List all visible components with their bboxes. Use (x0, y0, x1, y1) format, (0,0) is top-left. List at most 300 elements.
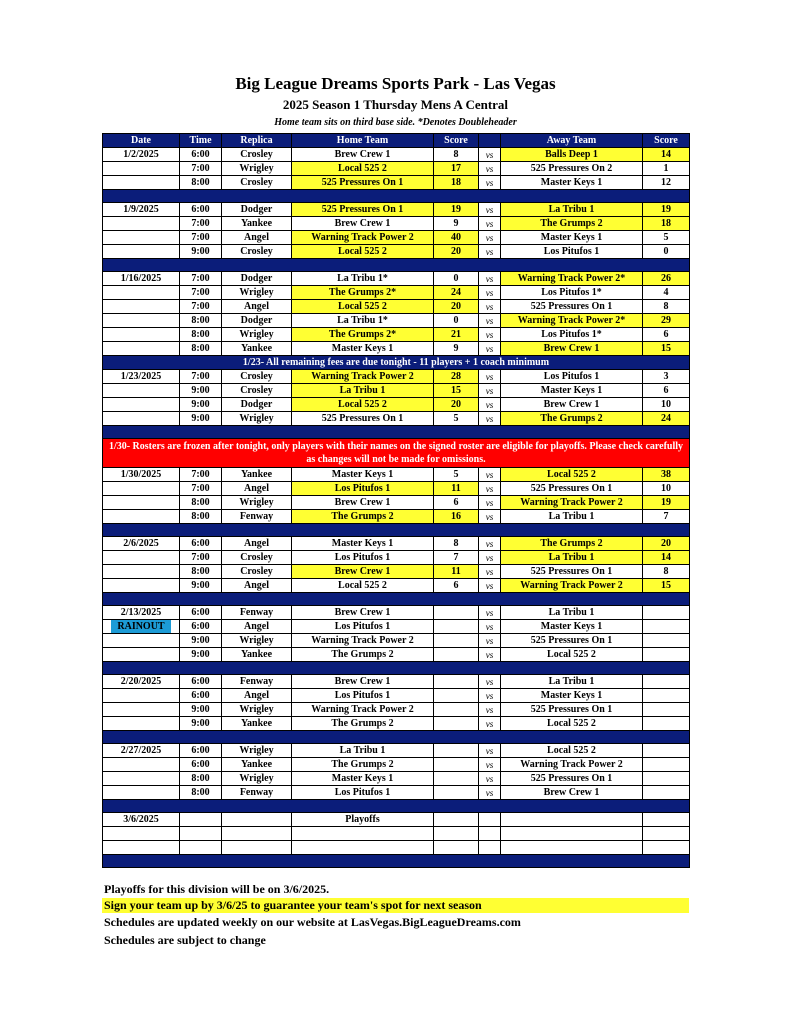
home-team-cell: Local 525 2 (292, 162, 434, 176)
time-cell: 6:00 (180, 203, 222, 217)
away-team-cell: Warning Track Power 2 (501, 579, 643, 593)
game-row (103, 245, 690, 259)
replica-cell: Fenway (222, 606, 292, 620)
vs-cell: vs (479, 412, 501, 426)
time-cell: 9:00 (180, 398, 222, 412)
date-cell (103, 565, 180, 579)
date-cell (103, 412, 180, 426)
col-time: Time (180, 134, 222, 148)
vs-cell: vs (479, 496, 501, 510)
separator-cell (103, 524, 690, 537)
date-cell (103, 841, 180, 855)
away-team-cell: Master Keys 1 (501, 231, 643, 245)
vs-cell: vs (479, 648, 501, 662)
game-row (103, 537, 690, 551)
home-team-cell: The Grumps 2* (292, 328, 434, 342)
home-team-cell: 525 Pressures On 1 (292, 203, 434, 217)
game-row (103, 703, 690, 717)
date-cell (103, 176, 180, 190)
home-team-cell: Los Pitufos 1 (292, 689, 434, 703)
home-score-cell (434, 606, 479, 620)
time-cell: 8:00 (180, 772, 222, 786)
replica-cell: Dodger (222, 314, 292, 328)
date-cell: 1/16/2025 (103, 272, 180, 286)
time-cell: 8:00 (180, 314, 222, 328)
separator-cell (103, 855, 690, 868)
home-score-cell: 21 (434, 328, 479, 342)
game-row (103, 398, 690, 412)
away-team-cell: Los Pitufos 1* (501, 286, 643, 300)
replica-cell: Crosley (222, 245, 292, 259)
home-team-cell: Local 525 2 (292, 398, 434, 412)
game-row (103, 162, 690, 176)
col-home-score: Score (434, 134, 479, 148)
date-cell (103, 648, 180, 662)
vs-cell: vs (479, 551, 501, 565)
game-row (103, 272, 690, 286)
vs-cell: vs (479, 286, 501, 300)
time-cell: 6:00 (180, 675, 222, 689)
replica-cell: Crosley (222, 551, 292, 565)
replica-cell: Dodger (222, 398, 292, 412)
time-cell: 6:00 (180, 744, 222, 758)
date-cell (103, 398, 180, 412)
away-score-cell: 1 (643, 162, 690, 176)
date-cell (103, 689, 180, 703)
replica-cell: Dodger (222, 272, 292, 286)
date-cell: 2/27/2025 (103, 744, 180, 758)
away-score-cell: 8 (643, 300, 690, 314)
away-team-cell: 525 Pressures On 1 (501, 634, 643, 648)
home-team-cell: Master Keys 1 (292, 537, 434, 551)
away-score-cell: 15 (643, 342, 690, 356)
vs-cell: vs (479, 717, 501, 731)
replica-cell: Crosley (222, 148, 292, 162)
away-score-cell (643, 675, 690, 689)
away-team-cell: 525 Pressures On 2 (501, 162, 643, 176)
replica-cell: Crosley (222, 370, 292, 384)
replica-cell: Wrigley (222, 744, 292, 758)
date-cell (103, 496, 180, 510)
away-score-cell (643, 689, 690, 703)
away-team-cell: Master Keys 1 (501, 384, 643, 398)
replica-cell (222, 841, 292, 855)
date-cell: 1/30/2025 (103, 468, 180, 482)
replica-cell: Wrigley (222, 634, 292, 648)
replica-cell: Crosley (222, 384, 292, 398)
date-cell (103, 579, 180, 593)
page-title: Big League Dreams Sports Park - Las Vegas (235, 74, 556, 93)
away-score-cell: 18 (643, 217, 690, 231)
away-score-cell: 10 (643, 398, 690, 412)
away-score-cell (643, 758, 690, 772)
separator-cell (103, 426, 690, 439)
home-score-cell: 6 (434, 496, 479, 510)
alert-note-row (103, 439, 690, 468)
time-cell: 8:00 (180, 496, 222, 510)
vs-cell: vs (479, 620, 501, 634)
away-team-cell: Brew Crew 1 (501, 398, 643, 412)
away-score-cell (643, 703, 690, 717)
home-team-cell: Warning Track Power 2 (292, 231, 434, 245)
home-team-cell: 525 Pressures On 1 (292, 176, 434, 190)
replica-cell: Fenway (222, 510, 292, 524)
game-row (103, 176, 690, 190)
vs-cell: vs (479, 148, 501, 162)
away-team-cell: La Tribu 1 (501, 203, 643, 217)
date-cell (103, 300, 180, 314)
away-team-cell: 525 Pressures On 1 (501, 703, 643, 717)
vs-cell: vs (479, 537, 501, 551)
date-cell (103, 634, 180, 648)
away-score-cell (643, 772, 690, 786)
time-cell: 7:00 (180, 468, 222, 482)
home-team-cell: 525 Pressures On 1 (292, 412, 434, 426)
home-team-cell: Playoffs (292, 813, 434, 827)
date-cell (103, 551, 180, 565)
replica-cell: Angel (222, 482, 292, 496)
vs-cell: vs (479, 370, 501, 384)
footer-change-note: Schedules are subject to change (104, 933, 266, 947)
date-cell (103, 162, 180, 176)
replica-cell: Yankee (222, 468, 292, 482)
date-cell (103, 620, 180, 634)
home-score-cell (434, 634, 479, 648)
date-cell: 2/20/2025 (103, 675, 180, 689)
away-team-cell: Los Pitufos 1 (501, 370, 643, 384)
home-team-cell: Warning Track Power 2 (292, 370, 434, 384)
game-row (103, 717, 690, 731)
vs-cell (479, 813, 501, 827)
game-row (103, 620, 690, 634)
home-score-cell: 18 (434, 176, 479, 190)
away-score-cell: 15 (643, 579, 690, 593)
col-replica: Replica (222, 134, 292, 148)
separator-cell (103, 190, 690, 203)
replica-cell: Angel (222, 300, 292, 314)
vs-cell: vs (479, 744, 501, 758)
away-team-cell: Balls Deep 1 (501, 148, 643, 162)
away-score-cell: 0 (643, 245, 690, 259)
time-cell: 8:00 (180, 565, 222, 579)
date-cell (103, 328, 180, 342)
home-score-cell: 11 (434, 565, 479, 579)
game-row (103, 300, 690, 314)
replica-cell: Yankee (222, 342, 292, 356)
date-cell (103, 758, 180, 772)
game-row (103, 217, 690, 231)
away-score-cell (643, 648, 690, 662)
col-away-score: Score (643, 134, 690, 148)
home-team-cell (292, 827, 434, 841)
separator-row (103, 800, 690, 813)
home-team-cell: Brew Crew 1 (292, 217, 434, 231)
home-team-cell: Brew Crew 1 (292, 565, 434, 579)
away-team-cell: La Tribu 1 (501, 606, 643, 620)
away-score-cell: 29 (643, 314, 690, 328)
vs-cell: vs (479, 703, 501, 717)
date-cell: 1/23/2025 (103, 370, 180, 384)
away-team-cell: La Tribu 1 (501, 551, 643, 565)
away-score-cell: 26 (643, 272, 690, 286)
home-team-cell: Brew Crew 1 (292, 496, 434, 510)
vs-cell: vs (479, 398, 501, 412)
date-cell: 1/2/2025 (103, 148, 180, 162)
home-score-cell: 0 (434, 314, 479, 328)
game-row (103, 813, 690, 827)
time-cell: 9:00 (180, 579, 222, 593)
game-row (103, 772, 690, 786)
vs-cell: vs (479, 689, 501, 703)
home-score-cell: 40 (434, 231, 479, 245)
game-row (103, 758, 690, 772)
game-row (103, 148, 690, 162)
separator-row (103, 662, 690, 675)
footer-playoffs-note: Playoffs for this division will be on 3/6/2025. (104, 882, 330, 896)
time-cell: 9:00 (180, 648, 222, 662)
vs-cell: vs (479, 342, 501, 356)
header-row (103, 134, 690, 148)
separator-cell (103, 800, 690, 813)
page-subtitle: 2025 Season 1 Thursday Mens A Central (282, 97, 509, 112)
away-team-cell: The Grumps 2 (501, 537, 643, 551)
home-score-cell (434, 827, 479, 841)
game-row (103, 551, 690, 565)
vs-cell: vs (479, 634, 501, 648)
home-team-cell: Local 525 2 (292, 579, 434, 593)
vs-cell (479, 827, 501, 841)
away-score-cell (643, 813, 690, 827)
away-team-cell: Master Keys 1 (501, 620, 643, 634)
home-team-cell: La Tribu 1* (292, 272, 434, 286)
vs-cell: vs (479, 245, 501, 259)
away-team-cell: Local 525 2 (501, 744, 643, 758)
date-cell (103, 482, 180, 496)
away-team-cell: Los Pitufos 1* (501, 328, 643, 342)
away-team-cell: Local 525 2 (501, 648, 643, 662)
home-score-cell: 5 (434, 468, 479, 482)
away-team-cell: 525 Pressures On 1 (501, 482, 643, 496)
vs-cell: vs (479, 579, 501, 593)
game-row (103, 496, 690, 510)
date-cell (103, 342, 180, 356)
away-score-cell: 20 (643, 537, 690, 551)
home-team-cell (292, 841, 434, 855)
away-team-cell (501, 813, 643, 827)
away-team-cell: Warning Track Power 2 (501, 496, 643, 510)
home-score-cell: 9 (434, 342, 479, 356)
away-team-cell: 525 Pressures On 1 (501, 300, 643, 314)
vs-cell: vs (479, 510, 501, 524)
game-row (103, 231, 690, 245)
home-score-cell: 28 (434, 370, 479, 384)
fee-note-row (103, 356, 690, 370)
vs-cell: vs (479, 565, 501, 579)
vs-cell: vs (479, 675, 501, 689)
col-vs (479, 134, 501, 148)
replica-cell: Angel (222, 620, 292, 634)
time-cell: 6:00 (180, 620, 222, 634)
game-row (103, 510, 690, 524)
game-row (103, 203, 690, 217)
game-row (103, 370, 690, 384)
away-team-cell: Warning Track Power 2* (501, 314, 643, 328)
home-score-cell: 24 (434, 286, 479, 300)
game-row (103, 342, 690, 356)
time-cell: 8:00 (180, 342, 222, 356)
vs-cell: vs (479, 384, 501, 398)
col-away-team: Away Team (501, 134, 643, 148)
date-cell (103, 384, 180, 398)
home-score-cell: 20 (434, 398, 479, 412)
away-score-cell: 24 (643, 412, 690, 426)
game-row (103, 827, 690, 841)
separator-row (103, 190, 690, 203)
away-score-cell: 6 (643, 384, 690, 398)
time-cell: 8:00 (180, 510, 222, 524)
date-cell (103, 703, 180, 717)
home-team-cell: Brew Crew 1 (292, 148, 434, 162)
home-team-cell: Los Pitufos 1 (292, 786, 434, 800)
away-score-cell: 19 (643, 203, 690, 217)
away-team-cell: Warning Track Power 2 (501, 758, 643, 772)
vs-cell: vs (479, 272, 501, 286)
game-row (103, 648, 690, 662)
replica-cell: Wrigley (222, 162, 292, 176)
time-cell: 8:00 (180, 786, 222, 800)
replica-cell: Yankee (222, 717, 292, 731)
away-team-cell (501, 841, 643, 855)
replica-cell (222, 827, 292, 841)
replica-cell: Crosley (222, 176, 292, 190)
home-team-cell: La Tribu 1 (292, 384, 434, 398)
game-row (103, 606, 690, 620)
game-row (103, 384, 690, 398)
away-team-cell: The Grumps 2 (501, 412, 643, 426)
home-team-cell: Los Pitufos 1 (292, 620, 434, 634)
game-row (103, 328, 690, 342)
home-score-cell: 5 (434, 412, 479, 426)
away-score-cell: 4 (643, 286, 690, 300)
time-cell: 9:00 (180, 717, 222, 731)
game-row (103, 412, 690, 426)
away-team-cell: Brew Crew 1 (501, 342, 643, 356)
separator-cell (103, 662, 690, 675)
home-team-cell: Master Keys 1 (292, 468, 434, 482)
separator-cell (103, 593, 690, 606)
away-score-cell: 8 (643, 565, 690, 579)
home-team-cell: Brew Crew 1 (292, 606, 434, 620)
time-cell: 7:00 (180, 286, 222, 300)
date-cell (103, 245, 180, 259)
home-score-cell: 20 (434, 300, 479, 314)
home-score-cell: 9 (434, 217, 479, 231)
away-score-cell (643, 827, 690, 841)
away-score-cell: 3 (643, 370, 690, 384)
date-cell (103, 231, 180, 245)
game-row (103, 286, 690, 300)
away-team-cell: 525 Pressures On 1 (501, 565, 643, 579)
date-cell: 1/9/2025 (103, 203, 180, 217)
home-score-cell: 0 (434, 272, 479, 286)
home-team-cell: The Grumps 2 (292, 648, 434, 662)
home-score-cell: 8 (434, 537, 479, 551)
date-cell (103, 786, 180, 800)
home-score-cell (434, 675, 479, 689)
time-cell (180, 827, 222, 841)
separator-cell (103, 259, 690, 272)
game-row (103, 675, 690, 689)
time-cell: 9:00 (180, 384, 222, 398)
footer-signup-note: Sign your team up by 3/6/25 to guarantee your team's spot for next season (102, 898, 689, 913)
away-score-cell: 12 (643, 176, 690, 190)
home-score-cell (434, 648, 479, 662)
home-team-cell: Brew Crew 1 (292, 675, 434, 689)
note-text: 1/30- Rosters are frozen after tonight, only players with their names on the signed roster are eligible for playoffs. Please check carefully as changes will not be made for omissions. (103, 439, 690, 468)
home-team-cell: Local 525 2 (292, 300, 434, 314)
replica-cell: Angel (222, 537, 292, 551)
time-cell: 9:00 (180, 412, 222, 426)
home-score-cell (434, 703, 479, 717)
home-score-cell (434, 813, 479, 827)
time-cell: 9:00 (180, 245, 222, 259)
time-cell: 8:00 (180, 328, 222, 342)
vs-cell: vs (479, 606, 501, 620)
away-team-cell: Master Keys 1 (501, 689, 643, 703)
time-cell: 7:00 (180, 482, 222, 496)
away-score-cell: 14 (643, 551, 690, 565)
away-team-cell: Brew Crew 1 (501, 786, 643, 800)
away-team-cell: 525 Pressures On 1 (501, 772, 643, 786)
away-score-cell (643, 606, 690, 620)
footer-website-note: Schedules are updated weekly on our website at LasVegas.BigLeagueDreams.com (104, 915, 521, 929)
home-score-cell (434, 772, 479, 786)
home-team-cell: The Grumps 2 (292, 510, 434, 524)
game-row (103, 744, 690, 758)
home-score-cell (434, 786, 479, 800)
home-score-cell (434, 717, 479, 731)
home-score-cell: 16 (434, 510, 479, 524)
replica-cell: Wrigley (222, 412, 292, 426)
game-row (103, 689, 690, 703)
time-cell: 6:00 (180, 758, 222, 772)
separator-row (103, 855, 690, 868)
vs-cell: vs (479, 231, 501, 245)
home-team-cell: The Grumps 2 (292, 758, 434, 772)
away-score-cell (643, 786, 690, 800)
away-score-cell: 6 (643, 328, 690, 342)
home-team-cell: Los Pitufos 1 (292, 551, 434, 565)
replica-cell: Dodger (222, 203, 292, 217)
away-score-cell: 14 (643, 148, 690, 162)
replica-cell: Wrigley (222, 328, 292, 342)
home-team-cell: Master Keys 1 (292, 342, 434, 356)
separator-row (103, 593, 690, 606)
home-score-cell: 17 (434, 162, 479, 176)
vs-cell: vs (479, 786, 501, 800)
time-cell: 9:00 (180, 703, 222, 717)
separator-cell (103, 731, 690, 744)
away-score-cell: 5 (643, 231, 690, 245)
vs-cell: vs (479, 217, 501, 231)
vs-cell: vs (479, 300, 501, 314)
away-score-cell (643, 717, 690, 731)
home-score-cell (434, 841, 479, 855)
home-team-cell: La Tribu 1* (292, 314, 434, 328)
vs-cell: vs (479, 328, 501, 342)
away-score-cell (643, 634, 690, 648)
away-score-cell: 10 (643, 482, 690, 496)
